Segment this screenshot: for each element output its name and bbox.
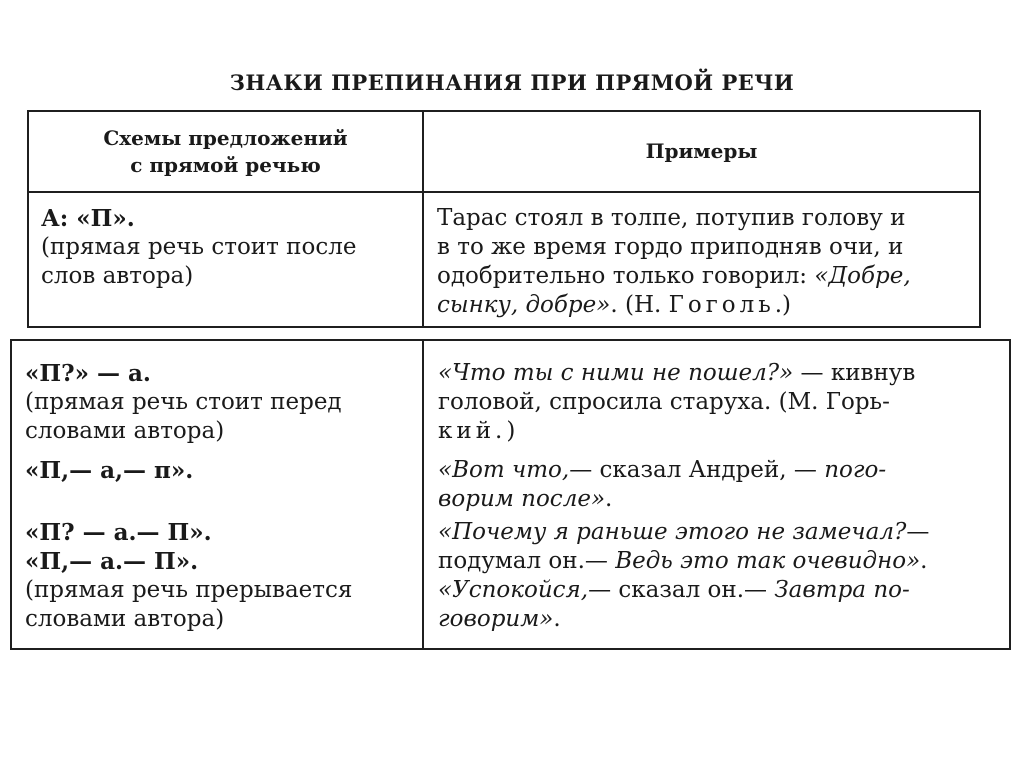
row2-example-line3: кий.) xyxy=(438,418,520,444)
row2-note-line2: словами автора) xyxy=(25,418,225,444)
row3-example-line2-end: . xyxy=(605,486,613,512)
header-examples: Примеры xyxy=(645,139,758,163)
row2-example-line1 xyxy=(438,359,915,388)
row1-scheme: А: «П». xyxy=(41,205,135,232)
row4-scheme-cell xyxy=(25,518,352,634)
row4-scheme2: «П,— а.— П». xyxy=(25,548,199,575)
row2-example-line1-text: — кивнув xyxy=(793,360,916,386)
row1-example-line1: Тарас стоял в толпе, потупив голову и xyxy=(437,205,906,231)
row2-example-quote: «Что ты с ними не пошел?» xyxy=(438,360,794,386)
page-title: ЗНАКИ ПРЕПИНАНИЯ ПРИ ПРЯМОЙ РЕЧИ xyxy=(229,70,795,95)
row3-example-quote-a: «Вот что, xyxy=(438,457,570,483)
row3-example-cell xyxy=(438,456,886,514)
row4-example-quote-b: Ведь это так очевидно» xyxy=(615,548,921,574)
row3-example-line1 xyxy=(438,456,886,485)
row1-example-cell xyxy=(437,204,911,320)
header-divider xyxy=(29,191,979,193)
header-schemes-line1: Схемы предложений xyxy=(103,125,348,150)
row4-note-line1: (прямая речь прерывается xyxy=(25,577,353,603)
row4-example-quote-d: Завтра по- xyxy=(774,577,910,603)
row3-scheme: «П,— а,— п». xyxy=(25,457,194,484)
row1-example-line2: в то же время гордо приподняв очи, и xyxy=(437,234,904,260)
punctuation-table-bottom xyxy=(10,339,1011,650)
header-schemes-line2: с прямой речью xyxy=(130,152,321,177)
row1-example-line3-text: одобрительно только говорил: xyxy=(437,263,815,289)
row2-example-line2: головой, спросила старуха. (М. Горь- xyxy=(438,389,890,415)
row4-example-line1 xyxy=(438,518,929,547)
punctuation-table-top xyxy=(27,110,981,328)
row1-note-line1: (прямая речь стоит после xyxy=(41,234,357,260)
row4-example-quote-e: говорим» xyxy=(438,606,554,632)
row3-scheme-cell xyxy=(25,456,193,485)
row4-example-line3 xyxy=(438,576,929,605)
row1-example-author: Гоголь xyxy=(668,292,775,318)
row4-example-line2 xyxy=(438,547,929,576)
row1-scheme-cell xyxy=(41,204,356,291)
row1-note-line2: слов автора) xyxy=(41,263,194,289)
row4-example-line3-text: — сказал он.— xyxy=(588,577,775,603)
row4-example-line2-text: подумал он.— xyxy=(438,548,616,574)
row4-note-line2: словами автора) xyxy=(25,606,225,632)
row1-example-line3-quote: «Добре, xyxy=(814,263,911,289)
row1-example-line4-text: . (Н. xyxy=(610,292,669,318)
row1-example-line4 xyxy=(437,291,911,320)
row2-scheme: «П?» — а. xyxy=(25,360,151,387)
header-schemes xyxy=(29,112,422,191)
row4-example-quote-c: «Успокойся, xyxy=(438,577,589,603)
row1-example-line3 xyxy=(437,262,911,291)
row4-example-cell xyxy=(438,518,929,634)
row4-example-line1-dash: — xyxy=(906,519,930,545)
row2-scheme-cell xyxy=(25,359,342,446)
row1-example-line4-quote: сынку, добре» xyxy=(437,292,611,318)
row4-scheme1: «П? — а.— П». xyxy=(25,519,212,546)
row4-example-line2-end: . xyxy=(920,548,928,574)
row1-example-line4-end: .) xyxy=(774,292,792,318)
row4-example-line4-end: . xyxy=(553,606,561,632)
row2-example-cell xyxy=(438,359,915,446)
row3-example-quote-c: ворим после» xyxy=(438,486,606,512)
row3-example-line2 xyxy=(438,485,886,514)
row3-example-quote-b: пого- xyxy=(824,457,887,483)
row2-note-line1: (прямая речь стоит перед xyxy=(25,389,342,415)
row4-example-quote-a: «Почему я раньше этого не замечал? xyxy=(438,519,907,545)
column-divider xyxy=(422,341,424,648)
row4-example-line4 xyxy=(438,605,929,634)
row3-example-line1-text: — сказал Андрей, — xyxy=(569,457,825,483)
